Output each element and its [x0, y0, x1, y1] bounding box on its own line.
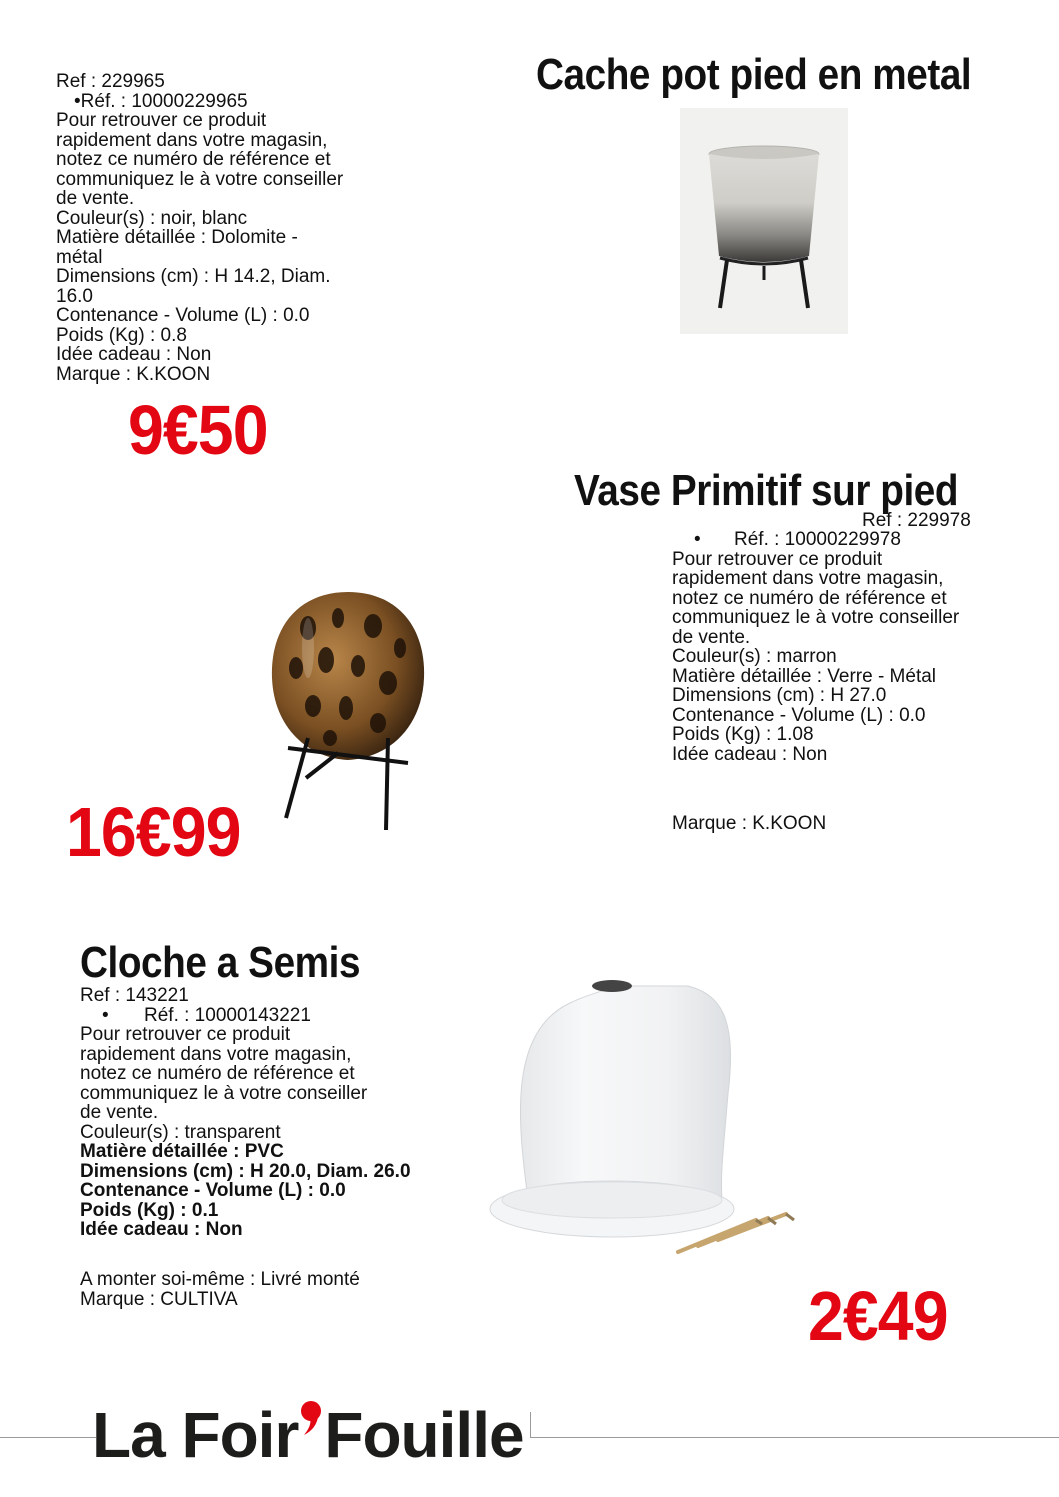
product-3-desc-line: Pour retrouver ce produit — [80, 1024, 291, 1045]
product-2-ref: Ref : 229978 — [862, 510, 971, 531]
product-1-desc-line: Pour retrouver ce produit — [56, 110, 267, 131]
product-3-spec-bold: Dimensions (cm) : H 20.0, Diam. 26.0 — [80, 1160, 411, 1182]
product-3-spec-bold: Contenance - Volume (L) : 0.0 — [80, 1180, 346, 1201]
product-3-desc-line: communiquez le à votre conseiller — [80, 1082, 368, 1104]
bullet-icon: • — [694, 529, 701, 550]
product-2-spec: Poids (Kg) : 1.08 — [672, 724, 814, 745]
product-1-spec: Poids (Kg) : 0.8 — [56, 324, 187, 346]
footer-rule-tick — [530, 1412, 531, 1438]
leopard-vase-icon — [268, 588, 428, 838]
product-1-details — [56, 72, 343, 384]
bullet-icon: • — [74, 90, 81, 112]
product-2-brand: Marque : K.KOON — [672, 813, 827, 834]
bullet-icon: • — [102, 1004, 109, 1026]
product-3-extra — [80, 1270, 360, 1309]
product-3-extra-line: A monter soi-même : Livré monté — [80, 1269, 360, 1290]
product-2-desc-line: communiquez le à votre conseiller — [672, 607, 960, 628]
product-1-title: Cache pot pied en metal — [536, 50, 972, 99]
product-1-desc-line: communiquez le à votre conseiller — [56, 168, 344, 190]
product-1-price: 9€50 — [128, 391, 268, 469]
footer-rule-left — [0, 1437, 96, 1438]
product-2-title: Vase Primitif sur pied — [574, 466, 959, 515]
logo-part-2: Fouille — [324, 1399, 524, 1471]
footer-rule-right — [530, 1437, 1059, 1438]
product-1-ref: Ref : 229965 — [56, 71, 165, 92]
product-1-spec: Matière détaillée : Dolomite - — [56, 227, 298, 248]
product-2-spec: Couleur(s) : marron — [672, 646, 837, 667]
product-1-ref-detail: •Réf. : 10000229965 — [74, 90, 248, 112]
product-3-desc-line: notez ce numéro de référence et — [80, 1063, 355, 1084]
product-3-desc-line: de vente. — [80, 1102, 159, 1123]
product-2-desc-line: rapidement dans votre magasin, — [672, 568, 944, 589]
product-3-spec: Couleur(s) : transparent — [80, 1121, 281, 1143]
product-1-desc-line: rapidement dans votre magasin, — [56, 129, 328, 151]
product-2-spec: Contenance - Volume (L) : 0.0 — [672, 704, 926, 726]
product-2-ref-detail: • Réf. : 10000229978 — [694, 529, 901, 550]
product-2-desc-line: notez ce numéro de référence et — [672, 587, 947, 609]
garden-cloche-icon — [488, 974, 808, 1264]
logo-part-1: La Foir — [92, 1399, 299, 1471]
product-3-spec-bold: Idée cadeau : Non — [80, 1219, 243, 1240]
product-2-spec: Dimensions (cm) : H 27.0 — [672, 685, 887, 706]
product-1-spec: métal — [56, 246, 103, 268]
product-3-ref-detail: • Réf. : 10000143221 — [102, 1004, 311, 1026]
product-3-spec-bold: Matière détaillée : PVC — [80, 1141, 284, 1162]
product-3-price: 2€49 — [808, 1277, 948, 1355]
product-2-details — [672, 530, 959, 764]
product-1-spec: Idée cadeau : Non — [56, 344, 212, 365]
product-2-desc-line: de vente. — [672, 626, 751, 648]
product-1-spec: Marque : K.KOON — [56, 363, 211, 385]
product-1-spec: Contenance - Volume (L) : 0.0 — [56, 305, 310, 326]
product-1-desc-line: de vente. — [56, 188, 135, 209]
product-3-ref: Ref : 143221 — [80, 985, 189, 1006]
product-3-title: Cloche a Semis — [80, 938, 361, 987]
product-2-desc-line: Pour retrouver ce produit — [672, 548, 883, 570]
logo-apostrophe-icon — [298, 1380, 324, 1420]
brand-logo — [92, 1398, 524, 1472]
product-3-desc-line: rapidement dans votre magasin, — [80, 1043, 352, 1065]
product-1-spec: Couleur(s) : noir, blanc — [56, 207, 248, 229]
product-1-spec: Dimensions (cm) : H 14.2, Diam. — [56, 266, 331, 287]
product-2-price: 16€99 — [66, 793, 241, 871]
product-3-spec-bold: Poids (Kg) : 0.1 — [80, 1199, 219, 1221]
planter-pot-icon — [680, 108, 848, 334]
product-2-spec: Matière détaillée : Verre - Métal — [672, 665, 937, 687]
product-1-desc-line: notez ce numéro de référence et — [56, 149, 331, 170]
product-2-spec: Idée cadeau : Non — [672, 743, 828, 765]
product-1-spec: 16.0 — [56, 285, 93, 307]
product-3-details — [80, 986, 411, 1240]
product-3-extra-line: Marque : CULTIVA — [80, 1288, 238, 1310]
